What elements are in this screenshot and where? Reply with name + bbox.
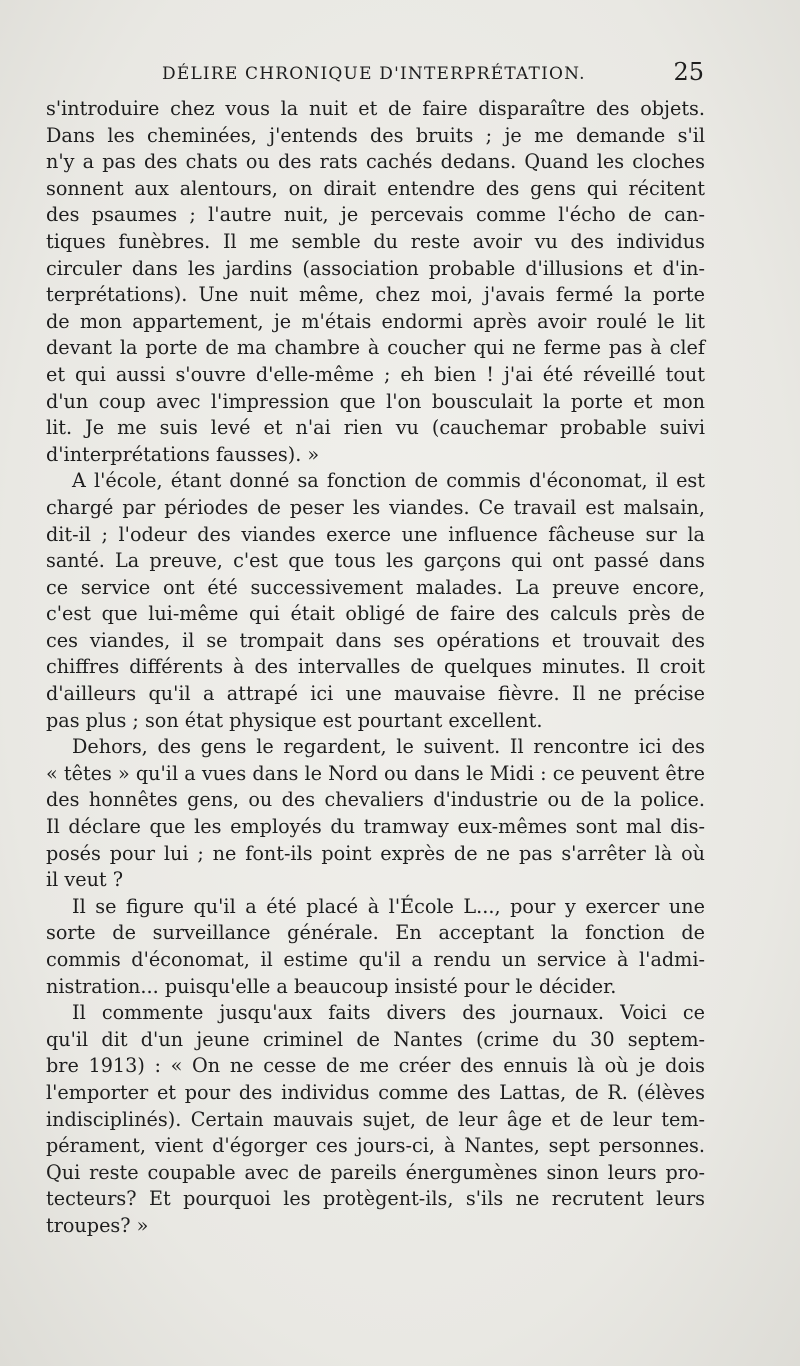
text-line: chiffres différents à des intervalles de quelques minutes. Il croit (46, 655, 705, 679)
text-line: Qui reste coupable avec de pareils énergumènes sinon leurs pro- (46, 1160, 705, 1184)
text-line: « têtes » qu'il a vues dans le Nord ou dans le Midi : ce peuvent être (46, 761, 705, 785)
text-line: lit. Je me suis levé et n'ai rien vu (cauchemar probable suivi (46, 416, 705, 440)
paragraph (46, 894, 705, 1000)
text-line: circuler dans les jardins (association probable d'illusions et d'in- (46, 256, 705, 280)
text-line: d'ailleurs qu'il a attrapé ici une mauvaise fièvre. Il ne précise (46, 682, 705, 706)
text-line: s'introduire chez vous la nuit et de faire disparaître des objets. (46, 97, 705, 120)
text-line: l'emporter et pour des individus comme des Lattas, de R. (élèves (46, 1080, 705, 1104)
text-line: ce service ont été successivement malades. La preuve encore, (46, 575, 705, 599)
text-line: devant la porte de ma chambre à coucher qui ne ferme pas à clef (46, 336, 705, 360)
text-line: dit-il ; l'odeur des viandes exerce une influence fâcheuse sur la (46, 522, 705, 546)
text-line: tecteurs? Et pourquoi les protègent-ils, s'ils ne recrutent leurs (46, 1187, 705, 1211)
text-line: il veut ? (46, 868, 124, 892)
text-line: chargé par périodes de peser les viandes. Ce travail est malsain, (46, 495, 705, 519)
running-header (48, 58, 704, 90)
text-line: santé. La preuve, c'est que tous les garçons qui ont passé dans (46, 549, 705, 573)
running-title: DÉLIRE CHRONIQUE D'INTERPRÉTATION. (162, 64, 586, 84)
text-line: sorte de surveillance générale. En acceptant la fonction de (46, 921, 705, 945)
body-text (46, 96, 705, 1240)
text-line: et qui aussi s'ouvre d'elle-même ; eh bien ! j'ai été réveillé tout (46, 362, 705, 386)
text-line: c'est que lui-même qui était obligé de faire des calculs près de (46, 602, 705, 626)
text-line: d'un coup avec l'impression que l'on bousculait la porte et mon (46, 389, 705, 413)
text-line: Dans les cheminées, j'entends des bruits ; je me demande s'il (46, 123, 705, 147)
text-line: troupes? » (46, 1213, 149, 1237)
text-line: qu'il dit d'un jeune criminel de Nantes (crime du 30 septem- (46, 1027, 705, 1051)
text-line: Il se figure qu'il a été placé à l'École L..., pour y exercer une (72, 894, 705, 918)
text-line: des honnêtes gens, ou des chevaliers d'industrie ou de la police. (46, 788, 705, 812)
text-line: d'interprétations fausses). » (46, 442, 320, 466)
text-line: bre 1913) : « On ne cesse de me créer des ennuis là où je dois (46, 1054, 705, 1078)
text-line: nistration... puisqu'elle a beaucoup insisté pour le décider. (46, 974, 617, 998)
text-line: commis d'économat, il estime qu'il a rendu un service à l'admi- (46, 948, 705, 971)
paragraph (46, 468, 705, 734)
paragraph (46, 734, 705, 894)
text-line: ces viandes, il se trompait dans ses opérations et trouvait des (46, 628, 705, 652)
text-line: Dehors, des gens le regardent, le suivent. Il rencontre ici des (72, 735, 705, 759)
text-line: A l'école, étant donné sa fonction de commis d'économat, il est (72, 469, 705, 493)
page-number: 25 (673, 58, 704, 86)
text-line: terprétations). Une nuit même, chez moi, j'avais fermé la porte (46, 283, 705, 307)
text-line: tiques funèbres. Il me semble du reste avoir vu des individus (46, 229, 705, 253)
text-line: Il déclare que les employés du tramway eux-mêmes sont mal dis- (46, 815, 705, 839)
text-line: sonnent aux alentours, on dirait entendre des gens qui récitent (46, 176, 705, 200)
text-line: indisciplinés). Certain mauvais sujet, de leur âge et de leur tem- (46, 1107, 705, 1131)
text-line: de mon appartement, je m'étais endormi après avoir roulé le lit (46, 309, 705, 333)
paragraph (46, 96, 705, 468)
text-line: n'y a pas des chats ou des rats cachés dedans. Quand les cloches (46, 150, 705, 174)
text-line: pérament, vient d'égorger ces jours-ci, à Nantes, sept personnes. (46, 1134, 705, 1158)
text-line: pas plus ; son état physique est pourtant excellent. (46, 708, 543, 732)
text-line: posés pour lui ; ne font-ils point exprès de ne pas s'arrêter là où (46, 841, 705, 865)
text-line: Il commente jusqu'aux faits divers des journaux. Voici ce (72, 1001, 705, 1025)
paragraph (46, 1000, 705, 1239)
text-line: des psaumes ; l'autre nuit, je percevais comme l'écho de can- (46, 203, 705, 227)
